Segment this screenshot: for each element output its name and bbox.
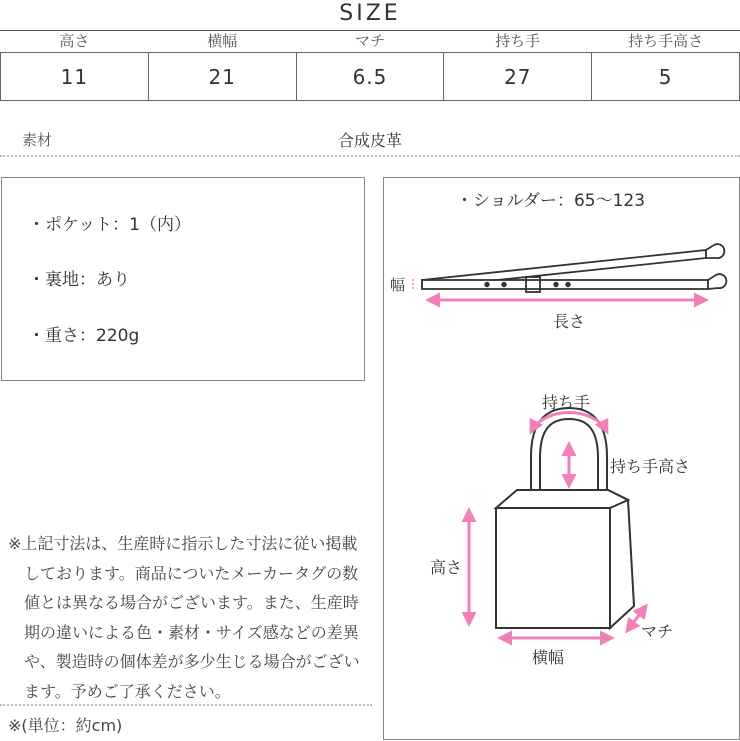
header-gusset: マチ bbox=[354, 32, 385, 50]
size-table-header-row bbox=[1, 31, 740, 53]
header-height: 高さ bbox=[59, 32, 90, 50]
page-title: SIZE bbox=[339, 1, 401, 26]
size-diagram bbox=[383, 177, 740, 740]
bag-height-label: 高さ bbox=[430, 558, 463, 577]
handle-label: 持ち手 bbox=[542, 393, 591, 412]
size-table bbox=[0, 31, 740, 101]
spec-lining: ・裏地：あり bbox=[28, 270, 130, 290]
header-handle-height: 持ち手高さ bbox=[628, 32, 704, 50]
value-height: 11 bbox=[1, 53, 149, 101]
strap-length-label: 長さ bbox=[553, 312, 586, 331]
value-gusset: 6.5 bbox=[296, 53, 444, 101]
unit-note: ※(単位：約cm) bbox=[8, 716, 123, 735]
material-label: 素材 bbox=[22, 131, 53, 149]
strap-width-label: 幅 bbox=[390, 276, 406, 294]
gusset-label: マチ bbox=[641, 622, 674, 641]
value-width: 21 bbox=[148, 53, 296, 101]
shoulder-strap-illustration bbox=[422, 244, 726, 292]
material-value: 合成皮革 bbox=[337, 131, 402, 150]
size-disclaimer-note: ※上記寸法は、生産時に指示した寸法に従い掲載しております。商品についたメーカータグの数値とは異なる場合がございます。また、生産時期の違いによる色・素材・サイズ感などの差異や、製造時の個体差が多少生じる場合がございます。予めご了承ください。 bbox=[8, 534, 360, 701]
handle-arrow bbox=[531, 413, 607, 433]
material-divider bbox=[0, 155, 740, 157]
handle-height-label: 持ち手高さ bbox=[610, 457, 691, 476]
value-handle-height: 5 bbox=[592, 53, 740, 101]
spec-pocket: ・ポケット：1（内） bbox=[28, 215, 191, 235]
value-handle: 27 bbox=[444, 53, 592, 101]
spec-weight: ・重さ：220g bbox=[28, 326, 140, 346]
header-width: 横幅 bbox=[207, 32, 238, 50]
size-table-value-row bbox=[1, 53, 740, 101]
spec-box bbox=[1, 177, 365, 381]
bag-width-label: 横幅 bbox=[532, 648, 565, 667]
shoulder-length-label: ・ショルダー：65〜123 bbox=[456, 191, 646, 211]
note-divider bbox=[0, 704, 372, 706]
bag-illustration bbox=[496, 408, 634, 628]
header-handle: 持ち手 bbox=[495, 32, 541, 50]
